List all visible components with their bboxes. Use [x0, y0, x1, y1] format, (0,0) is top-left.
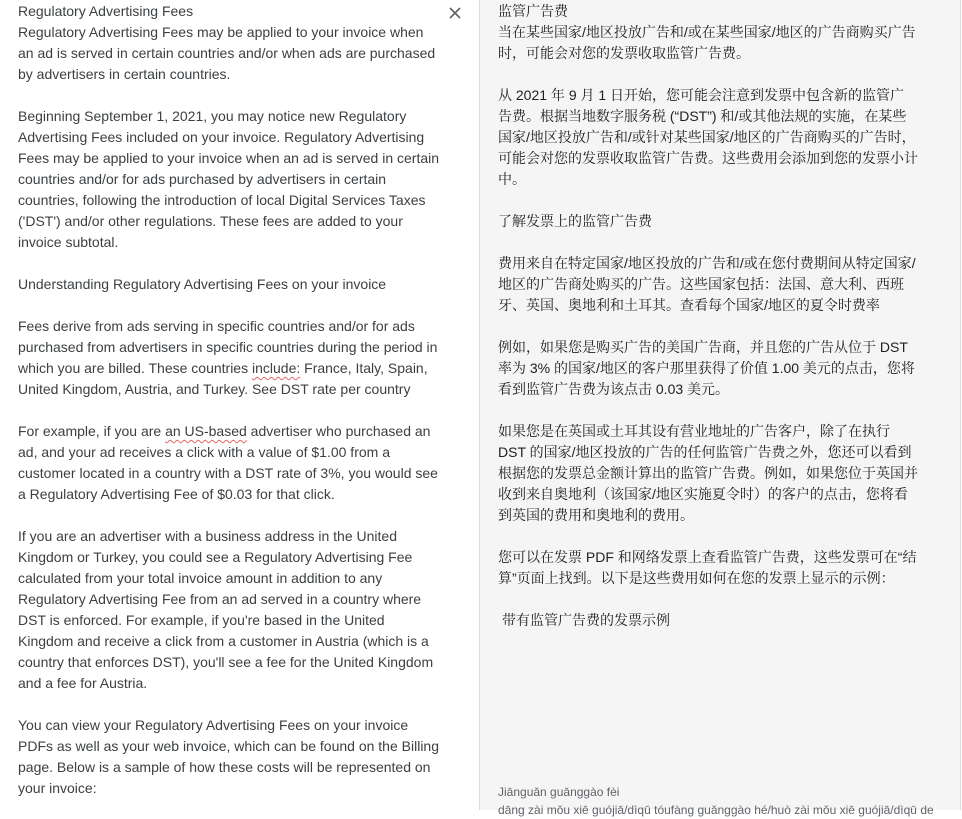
translation-paragraph: 从 2021 年 9 月 1 日开始，您可能会注意到发票中包含新的监管广告费。根据当地数字服务税 (“DST”) 和/或其他法规的实施，在某些国家/地区投放广告和/或针对某些国家/地区的广告商购买的广告时，可能会对您的发票收取监管广告费。这些费用会添加到您的发票小计中。: [498, 87, 918, 187]
close-icon[interactable]: [446, 4, 464, 22]
text-segment: For example, if you are: [18, 423, 166, 439]
grammar-suggestion[interactable]: include:: [251, 360, 301, 376]
text-segment: Fees derive from ads serving in specific countries and/or for ads purchased from advertisers in specific countries during the period in which you are billed. These countries: [18, 318, 438, 376]
grammar-suggestion[interactable]: an US-based: [165, 423, 247, 439]
text-segment: France, Italy, Spain, United Kingdom, Austria, and Turkey. See DST rate per country: [18, 360, 428, 397]
translation-paragraph: 带有监管广告费的发票示例: [502, 612, 670, 628]
source-heading: Understanding Regulatory Advertising Fees on your invoice: [18, 276, 387, 292]
translation-paragraph: 当在某些国家/地区投放广告和/或在某些国家/地区的广告商购买广告时，可能会对您的发票收取监管广告费。: [498, 24, 916, 61]
source-paragraph: Regulatory Advertising Fees may be applied to your invoice when an ad is served in certain countries and/or when ads are purchased by advertisers in certain countries.: [18, 24, 436, 82]
romanization: [498, 783, 934, 819]
source-title: Regulatory Advertising Fees: [18, 3, 194, 19]
text-segment: advertiser who purchased an ad, and your ad receives a click with a value of $1.00 from a customer located in a country with a DST rate of 3%, you would see a Regulatory Advertising Fee of $0.03 for that click.: [18, 423, 438, 502]
translation-paragraph: 费用来自在特定国家/地区投放的广告和/或在您付费期间从特定国家/地区的广告商处购买的广告。这些国家包括：法国、意大利、西班牙、英国、奥地利和土耳其。查看每个国家/地区的夏令时费率: [498, 255, 916, 313]
translation-paragraph: 例如，如果您是购买广告的美国广告商，并且您的广告从位于 DST 率为 3% 的国家/地区的客户那里获得了价值 1.00 美元的点击，您将看到监管广告费为该点击 0.03 美元。: [498, 339, 915, 397]
translation-paragraph: 如果您是在英国或土耳其设有营业地址的广告客户，除了在执行 DST 的国家/地区投放的广告的任何监管广告费之外，您还可以看到根据您的发票总金额计算出的监管广告费。例如，如果您位于英国并收到来自奥地利（该国家/地区实施夏令时）的客户的点击，您将看到英国的费用和奥地利的费用。: [498, 423, 918, 523]
pinyin-line: dāng zài mǒu xiē guójiā/dìqū tóufàng guǎnggào hé/huò zài mǒu xiē guójiā/dìqū de: [498, 803, 934, 817]
pinyin-line: Jiānguǎn guǎnggào fèi: [498, 785, 620, 799]
source-paragraph: You can view your Regulatory Advertising Fees on your invoice PDFs as well as your web invoice, which can be found on the Billing page. Below is a sample of how these costs will be represented on your invoice:: [18, 717, 439, 796]
translation-text: [498, 1, 918, 652]
source-paragraph: If you are an advertiser with a business address in the United Kingdom or Turkey, you could see a Regulatory Advertising Fee calculated from your total invoice amount in addition to any Regulatory Advertising Fee from an ad served in a country where DST is enforced. For example, if you're based in the United Kingdom and receive a click from a customer in Austria (which is a country that enforces DST), you'll see a fee for the United Kingdom and a fee for Austria.: [18, 528, 434, 691]
translation-paragraph: 您可以在发票 PDF 和网络发票上查看监管广告费，这些发票可在“结算”页面上找到。以下是这些费用如何在您的发票上显示的示例：: [498, 549, 917, 586]
source-panel: [0, 0, 480, 810]
source-paragraph: [18, 421, 440, 505]
source-paragraph: Beginning September 1, 2021, you may notice new Regulatory Advertising Fees included on your invoice. Regulatory Advertising Fees may be applied to your invoice when an ad is served in certain countries and/or for ads purchased by advertisers in certain countries, following the introduction of local Digital Services Taxes ('DST') and/or other regulations. These fees are added to your invoice subtotal.: [18, 108, 440, 250]
translation-title: 监管广告费: [498, 3, 568, 19]
source-paragraph: [18, 316, 440, 400]
source-text[interactable]: [18, 1, 440, 810]
translation-heading: 了解发票上的监管广告费: [498, 213, 652, 229]
